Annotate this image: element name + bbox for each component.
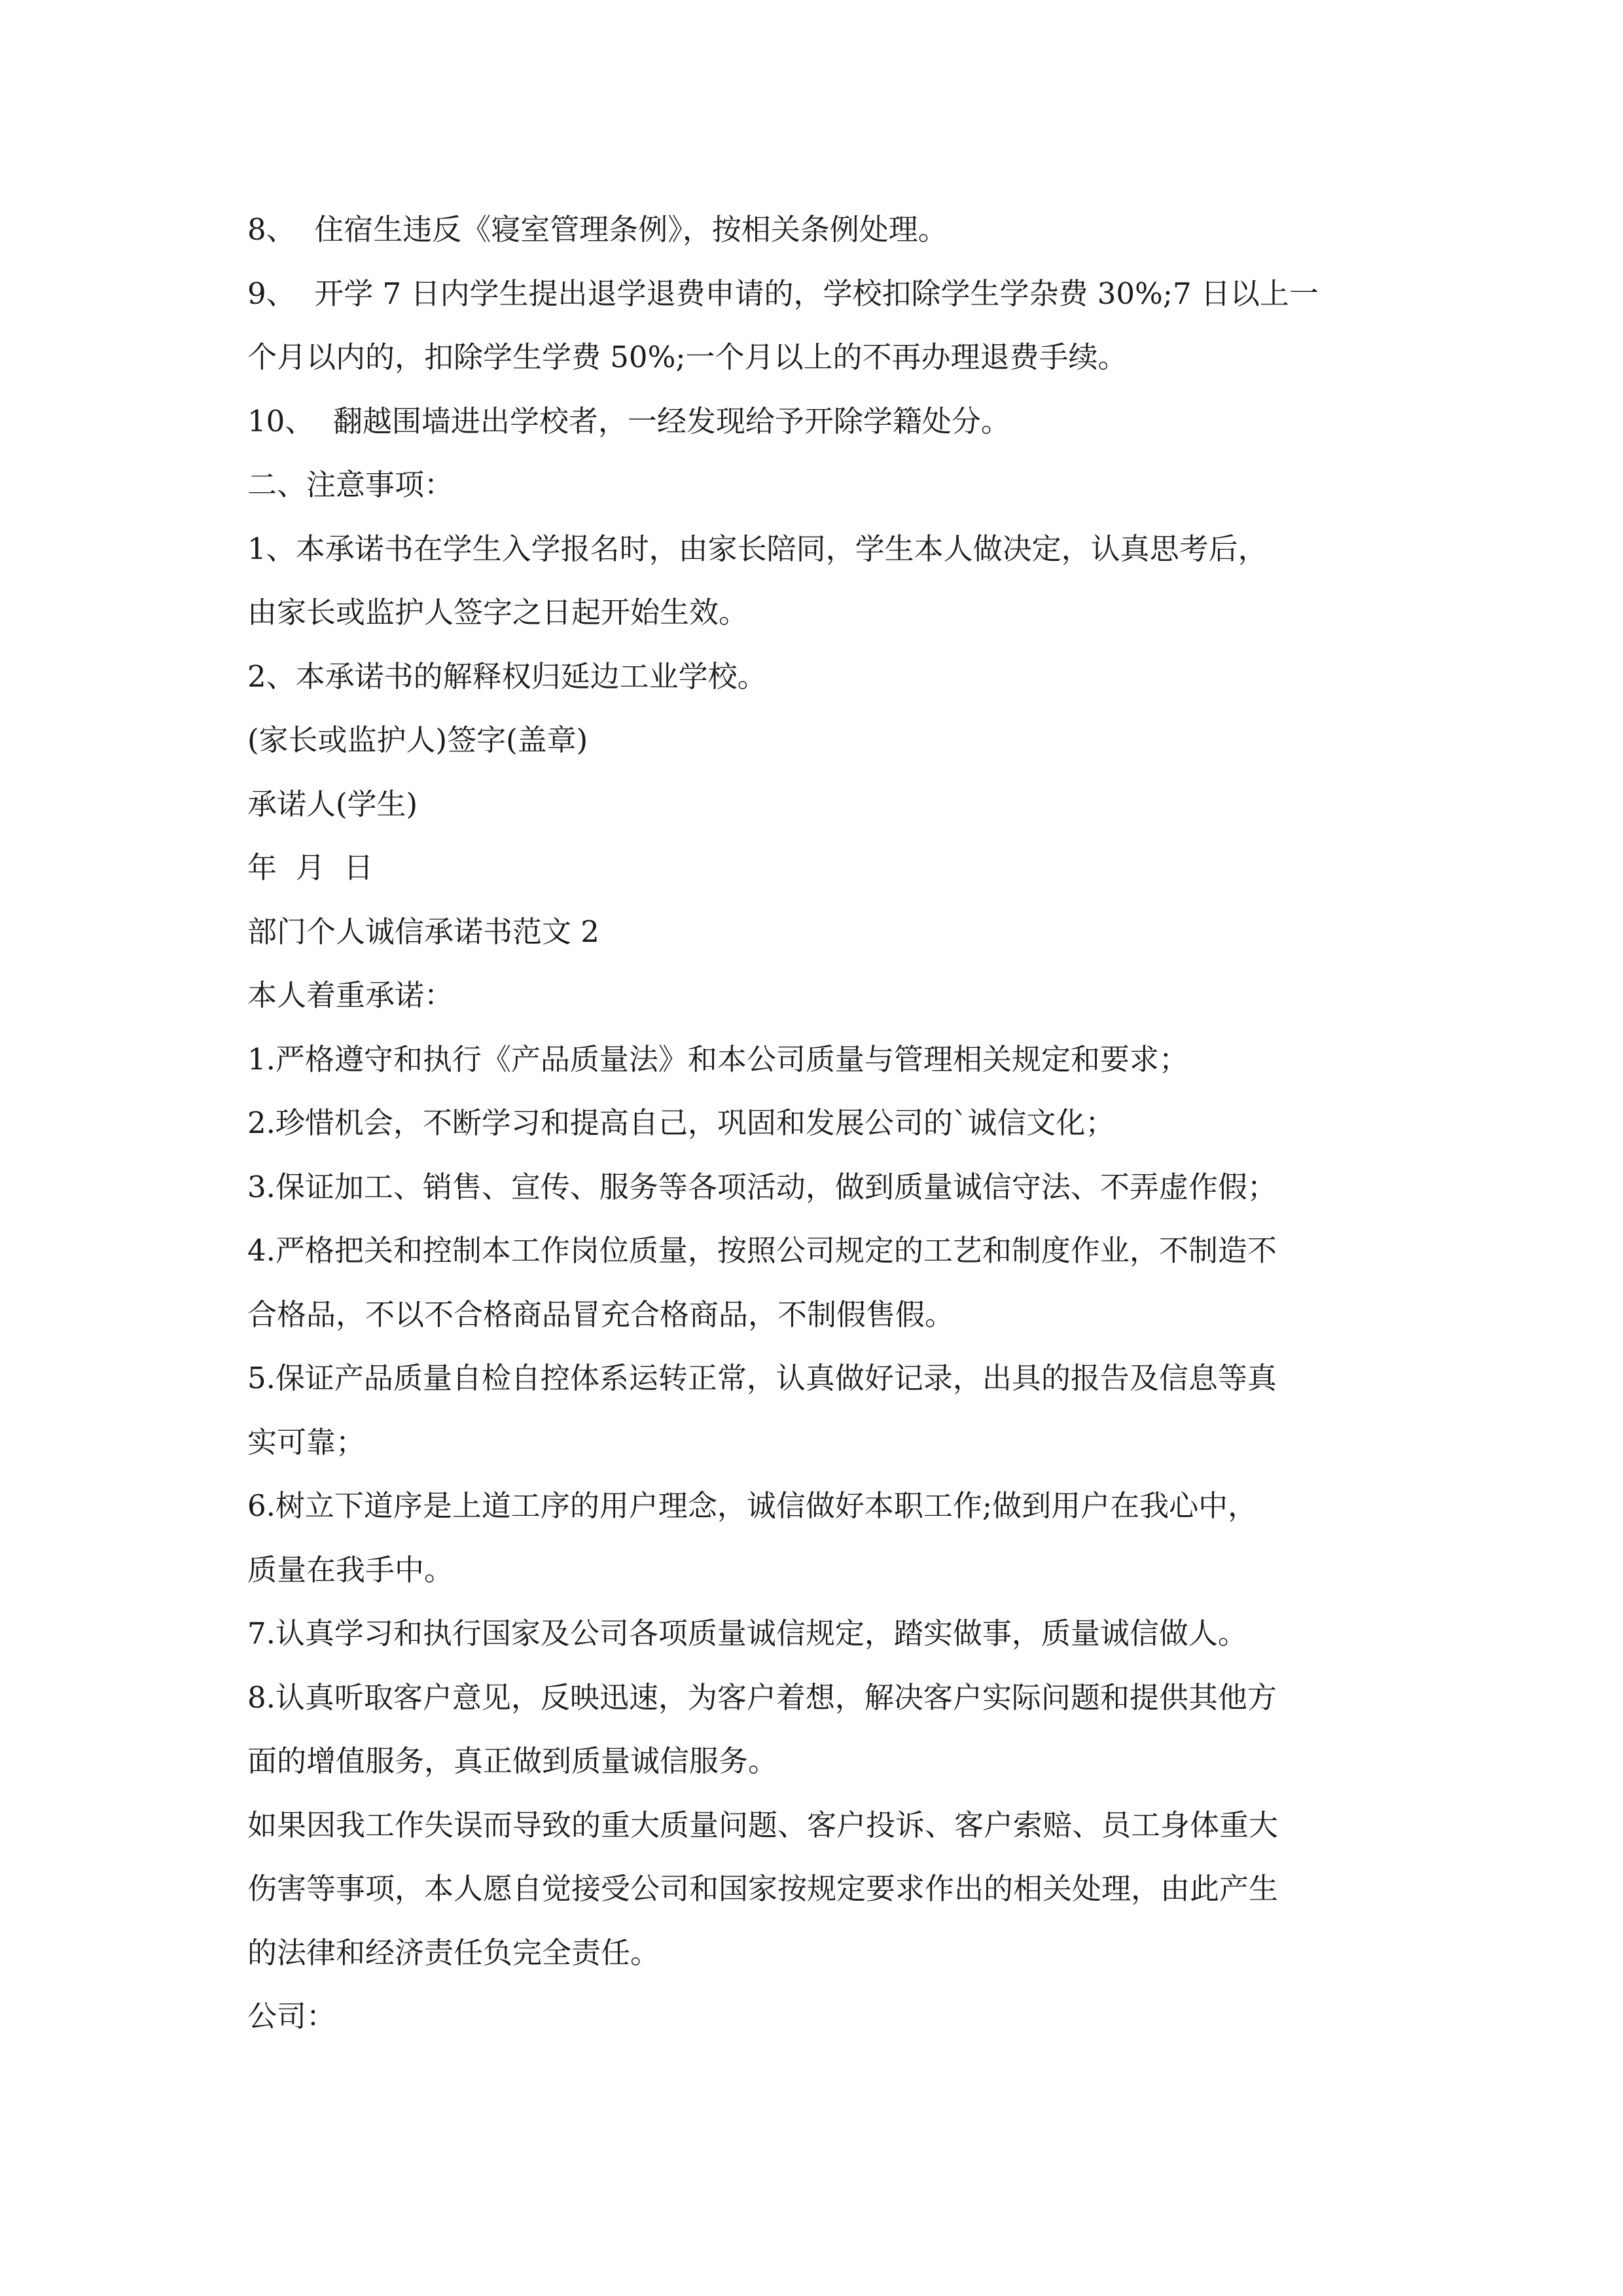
signature-line-student: 承诺人(学生) xyxy=(247,786,418,821)
text-line: 1.严格遵守和执行《产品质量法》和本公司质量与管理相关规定和要求； xyxy=(247,1041,1188,1077)
text-line: 本人着重承诺： xyxy=(247,978,454,1013)
text-line: 实可靠； xyxy=(247,1424,366,1460)
text-line: 2.珍惜机会，不断学习和提高自己，巩固和发展公司的`诚信文化； xyxy=(247,1105,1115,1140)
company-signature-line: 公司： xyxy=(247,1999,336,2034)
signature-line-guardian: (家长或监护人)签字(盖章) xyxy=(247,723,588,757)
text-line: 面的增值服务，真正做到质量诚信服务。 xyxy=(247,1744,778,1778)
document-title: 部门个人诚信承诺书范文 2 xyxy=(247,914,599,949)
text-line: 10、 翻越围墙进出学校者，一经发现给予开除学籍处分。 xyxy=(247,403,1010,439)
section-heading: 二、注意事项： xyxy=(247,467,454,502)
document-body xyxy=(247,198,1386,2049)
text-line: 伤害等事项，本人愿自觉接受公司和国家按规定要求作出的相关处理，由此产生 xyxy=(247,1871,1279,1906)
text-line: 2、本承诺书的解释权归延边工业学校。 xyxy=(247,658,767,694)
text-line: 如果因我工作失误而导致的重大质量问题、客户投诉、客户索赔、员工身体重大 xyxy=(247,1807,1279,1842)
text-line: 9、 开学 7 日内学生提出退学退费申请的，学校扣除学生学杂费 30%;7 日以上一 xyxy=(247,276,1319,311)
text-line: 4.严格把关和控制本工作岗位质量，按照公司规定的工艺和制度作业，不制造不 xyxy=(247,1233,1277,1268)
date-line: 年 月 日 xyxy=(247,850,374,885)
text-line: 个月以内的，扣除学生学费 50%;一个月以上的不再办理退费手续。 xyxy=(247,340,1128,374)
text-line: 3.保证加工、销售、宣传、服务等各项活动，做到质量诚信守法、不弄虚作假； xyxy=(247,1169,1277,1204)
text-line: 5.保证产品质量自检自控体系运转正常，认真做好记录，出具的报告及信息等真 xyxy=(247,1361,1277,1395)
text-line: 的法律和经济责任负完全责任。 xyxy=(247,1935,660,1970)
text-line: 由家长或监护人签字之日起开始生效。 xyxy=(247,595,749,630)
text-line: 质量在我手中。 xyxy=(247,1552,454,1587)
text-line: 合格品，不以不合格商品冒充合格商品，不制假售假。 xyxy=(247,1297,955,1332)
text-line: 6.树立下道序是上道工序的用户理念，诚信做好本职工作;做到用户在我心中， xyxy=(247,1488,1258,1523)
text-line: 8.认真听取客户意见，反映迅速，为客户着想，解决客户实际问题和提供其他方 xyxy=(247,1679,1277,1715)
text-line: 8、 住宿生违反《寝室管理条例》，按相关条例处理。 xyxy=(247,212,948,247)
text-line: 1、本承诺书在学生入学报名时，由家长陪同，学生本人做决定，认真思考后， xyxy=(247,531,1268,566)
text-line: 7.认真学习和执行国家及公司各项质量诚信规定，踏实做事，质量诚信做人。 xyxy=(247,1616,1247,1651)
